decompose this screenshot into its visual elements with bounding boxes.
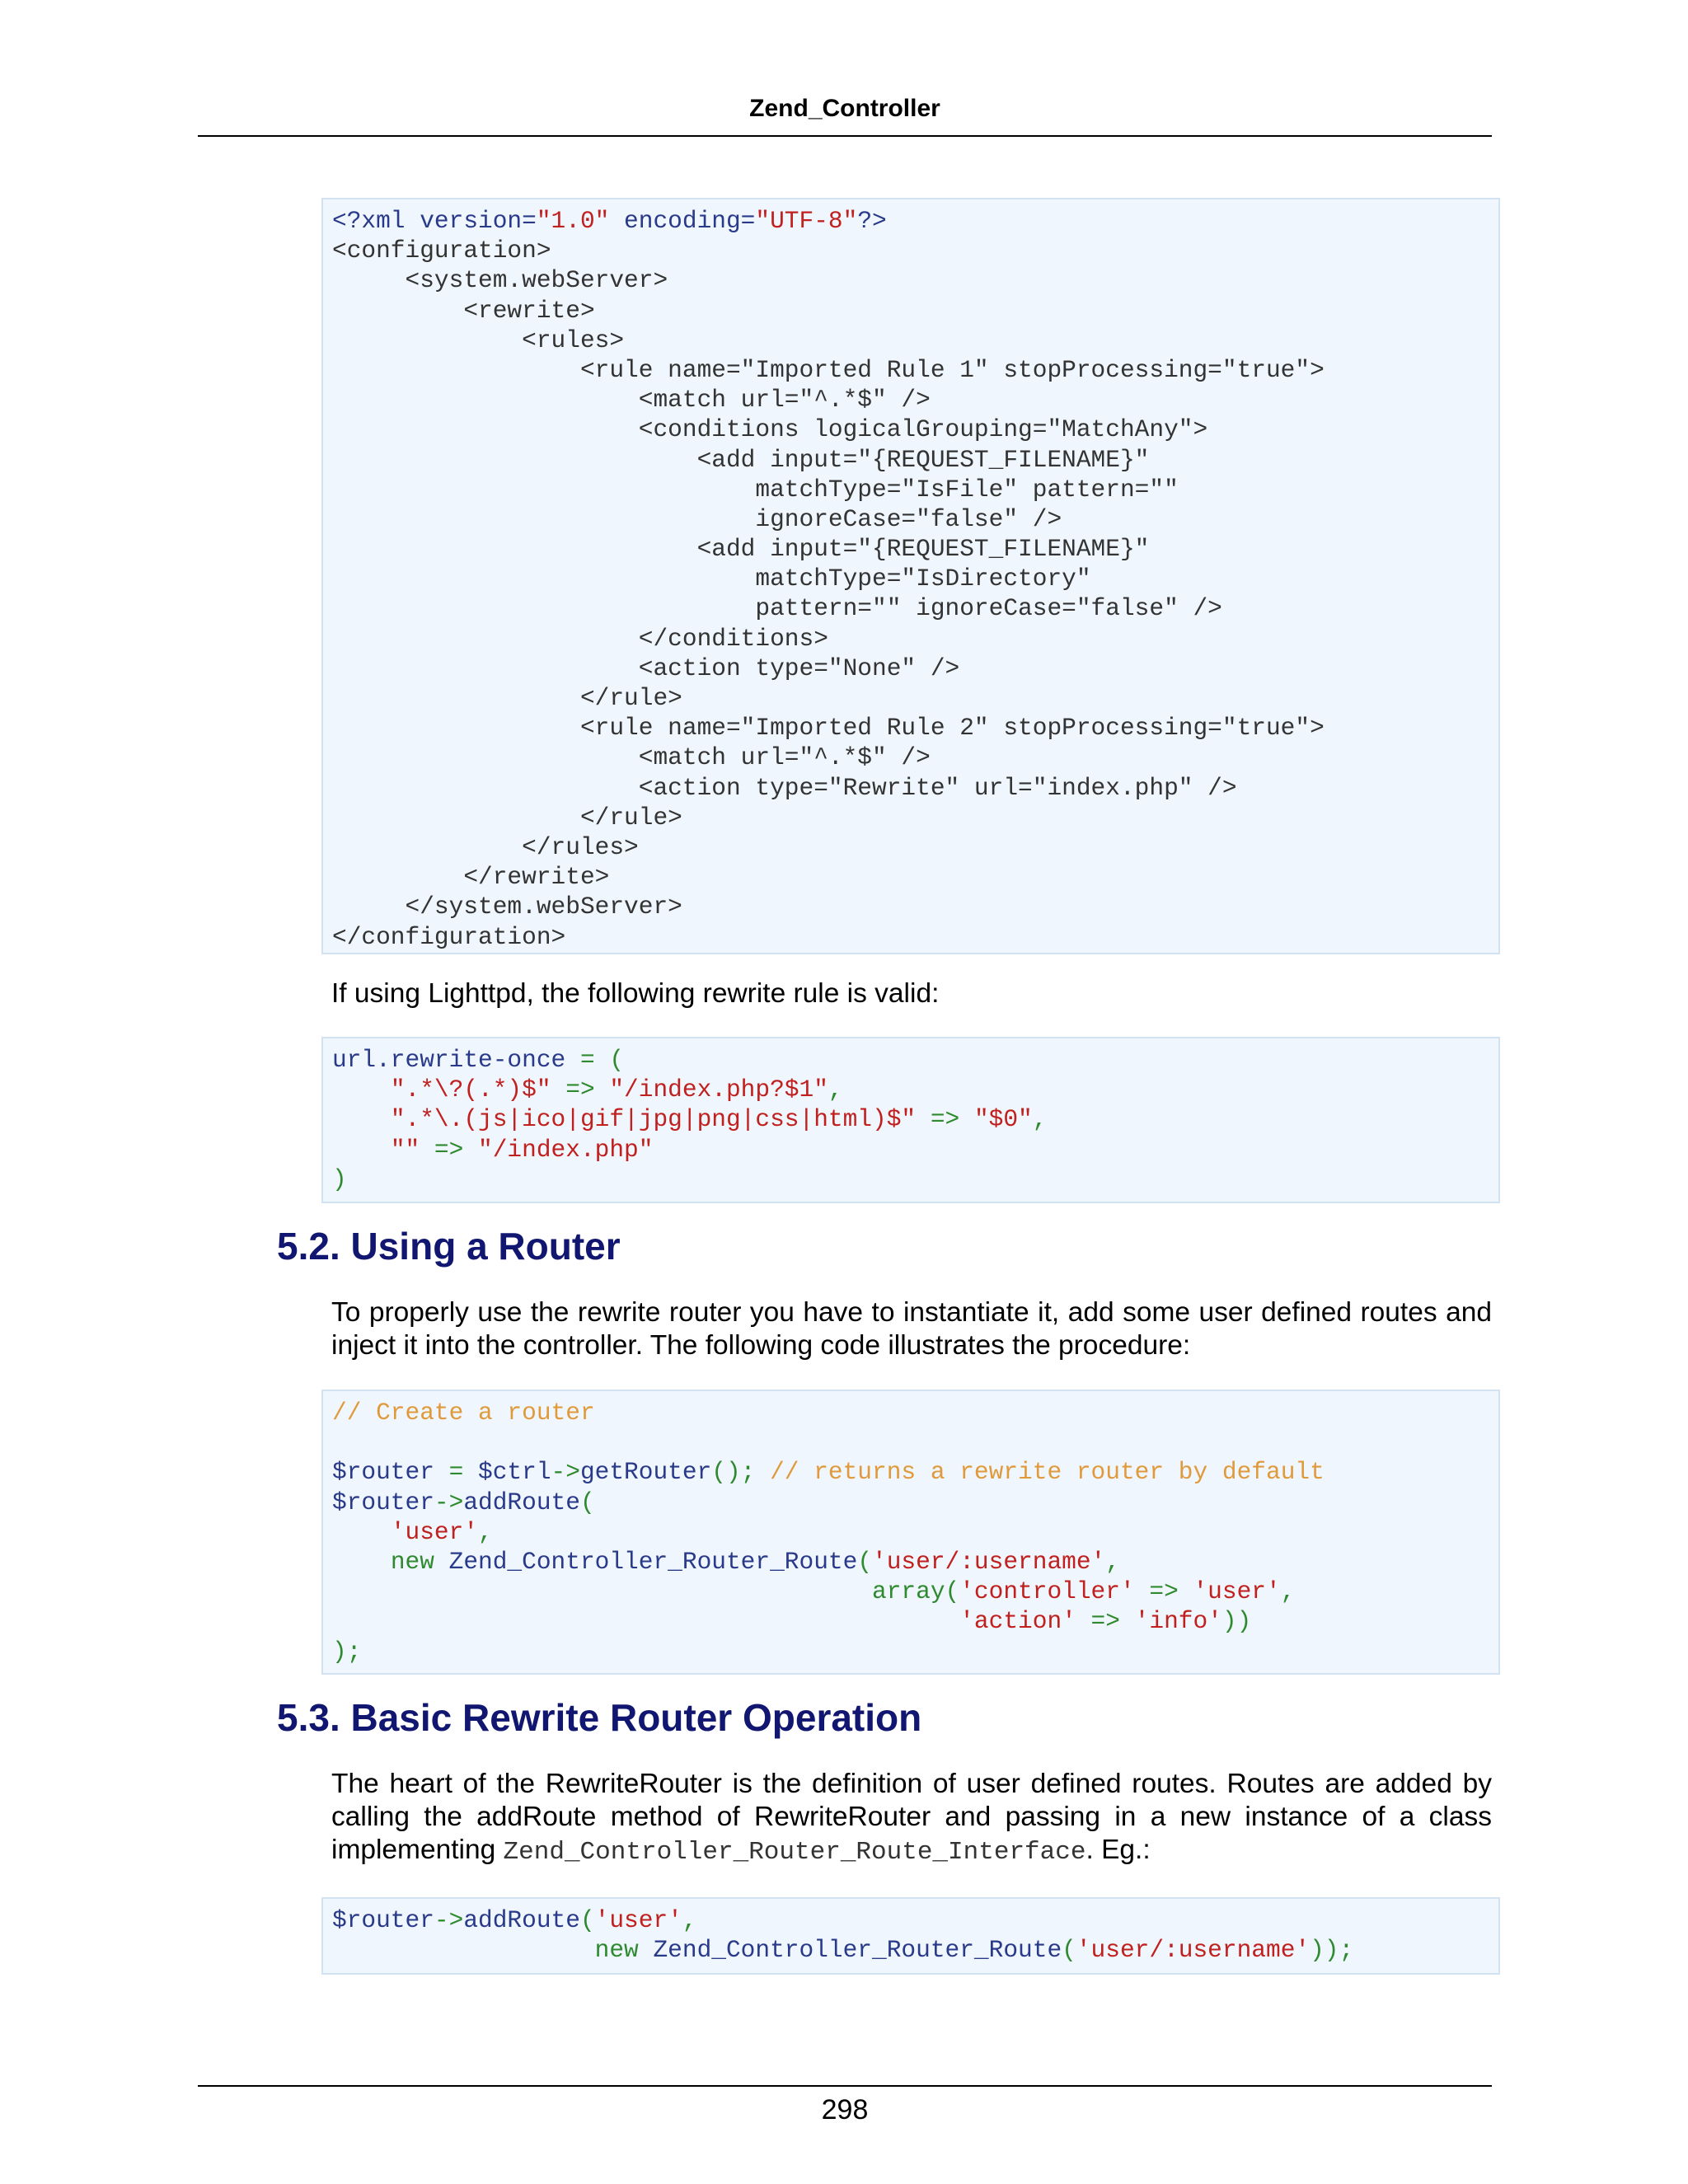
section-5-3-text: The heart of the RewriteRouter is the definition of user defined routes. Routes are added by calling the addRoute method of RewriteRouter and passing in a new instance of a class implementing	[331, 1769, 1492, 1865]
code-token: =	[448, 1458, 479, 1487]
code-line	[332, 296, 1490, 326]
code-token	[332, 1577, 872, 1605]
code-line	[332, 355, 1490, 385]
code-token: </conditions>	[332, 624, 828, 653]
code-token: $router	[332, 1488, 434, 1516]
code-token: 'controller'	[959, 1577, 1135, 1606]
code-token: <add input="{REQUEST_FILENAME}"	[332, 445, 1150, 474]
code-line	[332, 683, 1490, 713]
code-line	[332, 475, 1490, 504]
section-5-3-tail: . Eg.:	[1085, 1835, 1151, 1865]
code-token: // Create a router	[332, 1399, 595, 1427]
route-interface-code: Zend_Controller_Router_Route_Interface	[503, 1838, 1086, 1867]
code-token: </configuration>	[332, 922, 566, 951]
code-token: addRoute	[463, 1488, 580, 1516]
code-token: </rewrite>	[332, 863, 610, 892]
code-token: </system.webServer>	[332, 893, 682, 921]
code-line	[332, 1457, 1490, 1487]
code-token: // returns a rewrite router by default	[770, 1458, 1325, 1487]
code-line	[332, 564, 1490, 593]
code-token: "/index.php?$1"	[609, 1076, 828, 1104]
code-token: <rules>	[332, 326, 625, 354]
footer-rule	[198, 2085, 1492, 2087]
code-token	[332, 1136, 391, 1164]
code-line	[332, 832, 1490, 862]
code-line	[332, 1075, 1490, 1104]
code-token: <match url="^.*$" />	[332, 386, 931, 415]
code-line	[332, 713, 1490, 743]
code-line	[332, 624, 1490, 654]
code-token: 'user/:username'	[1076, 1936, 1311, 1965]
code-token: $router	[332, 1906, 434, 1934]
code-token: pattern="" ignoreCase="false" />	[332, 594, 1222, 623]
code-token: =>	[1134, 1577, 1193, 1606]
code-token: ->	[434, 1906, 464, 1934]
code-token: <conditions logicalGrouping="MatchAny">	[332, 415, 1208, 444]
code-token: ))	[1221, 1607, 1252, 1636]
code-line	[332, 415, 1490, 444]
code-token: <system.webServer>	[332, 266, 668, 295]
code-token: getRouter	[579, 1458, 712, 1487]
code-line	[332, 1165, 1490, 1194]
code-token: ignoreCase="false" />	[332, 504, 1062, 533]
code-token: (	[579, 1906, 595, 1934]
code-token: Zend_Controller_Router_Route	[653, 1936, 1062, 1965]
code-line	[332, 326, 1490, 355]
code-token: <add input="{REQUEST_FILENAME}"	[332, 535, 1150, 564]
code-token: <rewrite>	[332, 296, 595, 325]
code-line	[332, 654, 1490, 683]
code-line	[332, 593, 1490, 623]
code-line	[332, 1427, 1490, 1457]
code-line	[332, 206, 1490, 236]
code-token: "/index.php"	[478, 1135, 654, 1164]
code-token: 'info'	[1134, 1607, 1222, 1636]
code-line	[332, 385, 1490, 415]
code-token: </rules>	[332, 832, 639, 861]
code-token: ,	[1032, 1105, 1048, 1134]
code-token: matchType="IsDirectory"	[332, 565, 1091, 593]
code-token: (	[579, 1488, 595, 1516]
code-token: matchType="IsFile" pattern=""	[332, 475, 1179, 504]
code-token: <?xml version=	[332, 207, 537, 235]
code-token: = (	[579, 1046, 625, 1074]
code-line	[332, 265, 1490, 295]
code-token: ,	[682, 1906, 697, 1934]
code-line	[332, 1606, 1490, 1636]
code-line	[332, 1398, 1490, 1427]
code-token: <action type="None" />	[332, 654, 960, 682]
code-token: </rule>	[332, 684, 682, 712]
code-line	[332, 236, 1490, 265]
code-token: 'action'	[959, 1607, 1076, 1636]
code-line	[332, 1905, 1490, 1935]
code-token: Zend_Controller_Router_Route	[448, 1547, 858, 1576]
code-token: </rule>	[332, 803, 682, 832]
code-token: (	[857, 1547, 873, 1576]
code-token: <configuration>	[332, 237, 551, 265]
code-token	[332, 1936, 595, 1964]
code-token: ,	[478, 1517, 493, 1546]
code-token: 'user'	[1193, 1577, 1281, 1606]
code-token: =>	[420, 1135, 479, 1164]
code-token: ""	[390, 1135, 420, 1164]
page-header-title: Zend_Controller	[749, 95, 940, 122]
code-line	[332, 445, 1490, 475]
code-line	[332, 803, 1490, 832]
header-rule	[198, 135, 1492, 137]
code-token: ();	[711, 1458, 771, 1487]
code-token: ));	[1310, 1936, 1354, 1965]
section-5-2-paragraph: To properly use the rewrite router you have to instantiate it, add some user defined routes and inject it into the controller. The following code illustrates the procedure:	[331, 1297, 1492, 1361]
code-token: "UTF-8"	[755, 207, 858, 235]
code-line	[332, 862, 1490, 892]
code-token: ?>	[857, 207, 887, 235]
code-line	[332, 1517, 1490, 1547]
code-token: <action type="Rewrite" url="index.php" />	[332, 773, 1237, 802]
lighttpd-intro-text: If using Lighttpd, the following rewrite rule is valid:	[331, 978, 940, 1009]
code-token	[332, 1105, 391, 1133]
code-token: <rule name="Imported Rule 1" stopProcessing="true">	[332, 355, 1325, 384]
section-5-3-paragraph	[331, 1768, 1492, 1869]
lighttpd-code-block	[321, 1037, 1500, 1203]
code-token: "$0"	[973, 1105, 1033, 1134]
code-token: ".*\?(.*)$"	[390, 1076, 551, 1104]
code-token	[332, 1548, 391, 1576]
code-line	[332, 1547, 1490, 1577]
iis-config-code-block	[321, 198, 1500, 954]
page-number: 298	[821, 2094, 869, 2125]
code-line	[332, 1935, 1490, 1965]
code-line	[332, 892, 1490, 921]
code-line	[332, 773, 1490, 803]
code-token: new	[390, 1547, 449, 1576]
addroute-code-block	[321, 1897, 1500, 1975]
code-token: $ctrl	[478, 1458, 551, 1487]
code-line	[332, 743, 1490, 772]
code-token: "1.0"	[536, 207, 610, 235]
code-token: =>	[1076, 1607, 1135, 1636]
code-token: =>	[551, 1076, 610, 1104]
code-line	[332, 1577, 1490, 1606]
code-token	[332, 1607, 959, 1635]
code-token: ->	[551, 1458, 580, 1487]
code-token: =>	[916, 1105, 974, 1134]
code-token: addRoute	[463, 1906, 580, 1934]
code-token: new	[594, 1936, 654, 1965]
code-token: encoding=	[609, 207, 756, 235]
code-token: ".*\.(js|ico|gif|jpg|png|css|html)$"	[390, 1105, 917, 1134]
code-token: $router	[332, 1458, 449, 1487]
code-line	[332, 1045, 1490, 1075]
code-line	[332, 504, 1490, 534]
code-line	[332, 922, 1490, 952]
code-token: 'user'	[594, 1906, 682, 1934]
code-token: );	[332, 1637, 362, 1666]
router-code-block	[321, 1390, 1500, 1675]
code-token	[332, 1076, 391, 1104]
code-token: <rule name="Imported Rule 2" stopProcessing="true">	[332, 714, 1325, 743]
code-token: ,	[828, 1076, 843, 1104]
section-heading-basic-rewrite: 5.3. Basic Rewrite Router Operation	[277, 1696, 922, 1739]
code-line	[332, 1104, 1490, 1134]
code-line	[332, 1637, 1490, 1666]
section-heading-using-router: 5.2. Using a Router	[277, 1225, 621, 1268]
code-token: )	[332, 1165, 347, 1193]
code-token: array(	[872, 1577, 960, 1606]
code-token: ,	[1280, 1577, 1296, 1606]
code-token: <match url="^.*$" />	[332, 743, 931, 772]
code-token: 'user'	[390, 1517, 479, 1546]
code-token	[332, 1518, 391, 1546]
code-token: ,	[1105, 1547, 1120, 1576]
code-line	[332, 1135, 1490, 1165]
code-line	[332, 1488, 1490, 1517]
code-token: 'user/:username'	[872, 1547, 1106, 1576]
code-token: (	[1062, 1936, 1076, 1965]
code-line	[332, 534, 1490, 564]
code-token: url.rewrite-once	[332, 1046, 580, 1074]
code-token: ->	[434, 1488, 464, 1516]
